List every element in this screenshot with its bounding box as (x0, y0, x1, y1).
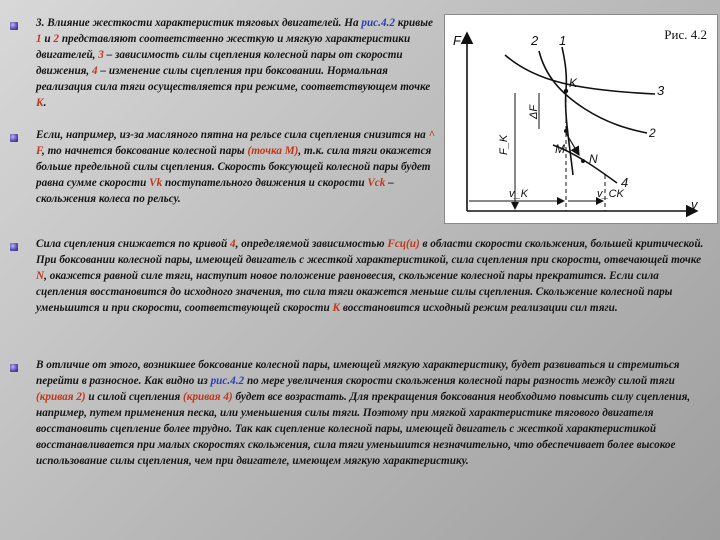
paragraph-3 (36, 236, 710, 316)
p3-text-i: восстановится исходный режим реализации сил тяги. (340, 302, 618, 314)
vck-label: v_CK (597, 188, 624, 200)
p4-curve-4: (кривая 4) (183, 391, 233, 403)
bullet-1-icon (10, 22, 18, 30)
p1-text-e: и (41, 33, 54, 45)
p1-text-k: – изменение силы сцепления при боксовании. Нормальная реализация сила тяги осуществляется при режиме, соответствующем точке (36, 65, 431, 93)
p3-point-k: К (332, 302, 341, 314)
p1-curve-4: 4 (92, 65, 98, 77)
p1-curve-1: 1 (36, 33, 42, 45)
p1-point-k: К (36, 97, 44, 109)
paragraph-2 (36, 127, 440, 207)
point-m-label: M (555, 142, 565, 156)
p2-text-c: , то начнется боксование колесной пары (42, 145, 248, 157)
p4-text-e: и силой сцепления (85, 391, 184, 403)
curve-2-end-label: 2 (649, 126, 656, 140)
curve-2-label: 2 (531, 33, 539, 48)
delta-f-label: ΔF (528, 104, 540, 119)
axis-x-label: v (691, 197, 698, 212)
p3-curve-4: 4 (230, 238, 236, 250)
figure-diagram (445, 15, 717, 223)
p4-curve-2: (кривая 2) (36, 391, 86, 403)
p4-text-g: будет все возрастать. Для прекращения боксования необходимо повысить силу сцепления, например, путем применения песка, или уменьшения силы тяги. Поэтому при мягкой характеристике тягового двигателя восстановить сцепление более трудно. Так как сцепление колесной пары, имеющей двигатель с жесткой характеристикой восстанавливается при малых скоростях скольжения, сила тяги уменьшится незначительно, что обеспечивает более высокое использование силы сцепления, чем при двигателе, имеющем мягкую характеристику. (36, 391, 691, 467)
curve-3-label: 3 (657, 83, 665, 98)
p1-curve-2: 2 (53, 33, 60, 45)
curve-1-label: 1 (559, 33, 567, 48)
axis-y-label: F (453, 33, 461, 48)
p2-text-e: , т.к. сила тяги окажется больше предельной силы сцепления. Скорость боксующей колесной пары будет равна сумме скорости (36, 145, 432, 189)
p4-text-a: В отличие от этого, возникшее боксование колесной пары, имеющей мягкую характеристику, будет развиваться и стремиться перейти в разносное. Как видно из (36, 359, 680, 387)
p4-fig-ref: рис.4.2 (210, 375, 245, 387)
p1-text-a: 3. Влияние жесткости характеристик тяговых двигателей. На (36, 17, 362, 29)
p2-text-a: Если, например, из-за масляного пятна на рельсе сила сцепления снизится на (36, 129, 429, 141)
curve-3 (505, 55, 655, 94)
p1-text-g: представляют соответственно жесткую и мягкую характеристики двигателей, (36, 33, 411, 61)
bullet-4-icon (10, 364, 18, 372)
p2-text-i: – скольжения колеса по рельсу. (36, 177, 394, 205)
p1-text-i: – зависимость силы сцепления колесной пары от скорости движения, (36, 49, 403, 77)
p1-text-m: . (43, 97, 47, 109)
p3-text-a: Сила сцепления снижается по кривой (36, 238, 230, 250)
point-n (581, 159, 585, 163)
p3-text-c: , определяемой зависимостью (235, 238, 388, 250)
figure-4-2 (444, 14, 718, 224)
p2-text-g: поступательного движения и скорости (162, 177, 368, 189)
paragraph-4 (36, 357, 710, 469)
bullet-2-icon (10, 134, 18, 142)
p1-fig-ref: рис.4.2 (361, 17, 395, 29)
p2-vk: Vk (149, 177, 163, 189)
p2-delta-f: ^ F (36, 129, 435, 157)
point-k-label: K (569, 76, 578, 90)
p3-text-g: , окажется равной силе тяги, наступит новое положение равновесия, скольжение колесной пары прекратится. Если сила сцепления восстановится до исходного значения, то сила тяги окажется меньше силы сцепления. Скольжение колесной пары уменьшится и при скорости, соответствующей скорости (36, 270, 673, 314)
bullet-3-icon (10, 243, 18, 251)
p1-curve-3: 3 (98, 49, 104, 61)
figure-caption: Рис. 4.2 (664, 27, 707, 42)
point-n-label: N (589, 152, 598, 166)
p1-text-c: кривые (394, 17, 433, 29)
p3-point-n: N (36, 270, 45, 282)
curve-4-label: 4 (621, 175, 629, 190)
vk-label: v_K (509, 188, 528, 200)
p2-point-m: (точка М) (247, 145, 299, 157)
p3-text-e: в области скорости скольжения, большей критической. При боксовании колесной пары, имеющей двигатель с жесткой характеристикой, сила сцепления при скорости, отвечающей точке (36, 238, 704, 266)
paragraph-1 (36, 15, 440, 111)
p4-text-c: по мере увеличения скорости скольжения колесной пары разность между силой тяги (244, 375, 675, 387)
p3-func: Fcц(u) (387, 238, 420, 250)
p2-vck: Vck (367, 177, 386, 189)
fk-label: F_K (498, 134, 510, 155)
